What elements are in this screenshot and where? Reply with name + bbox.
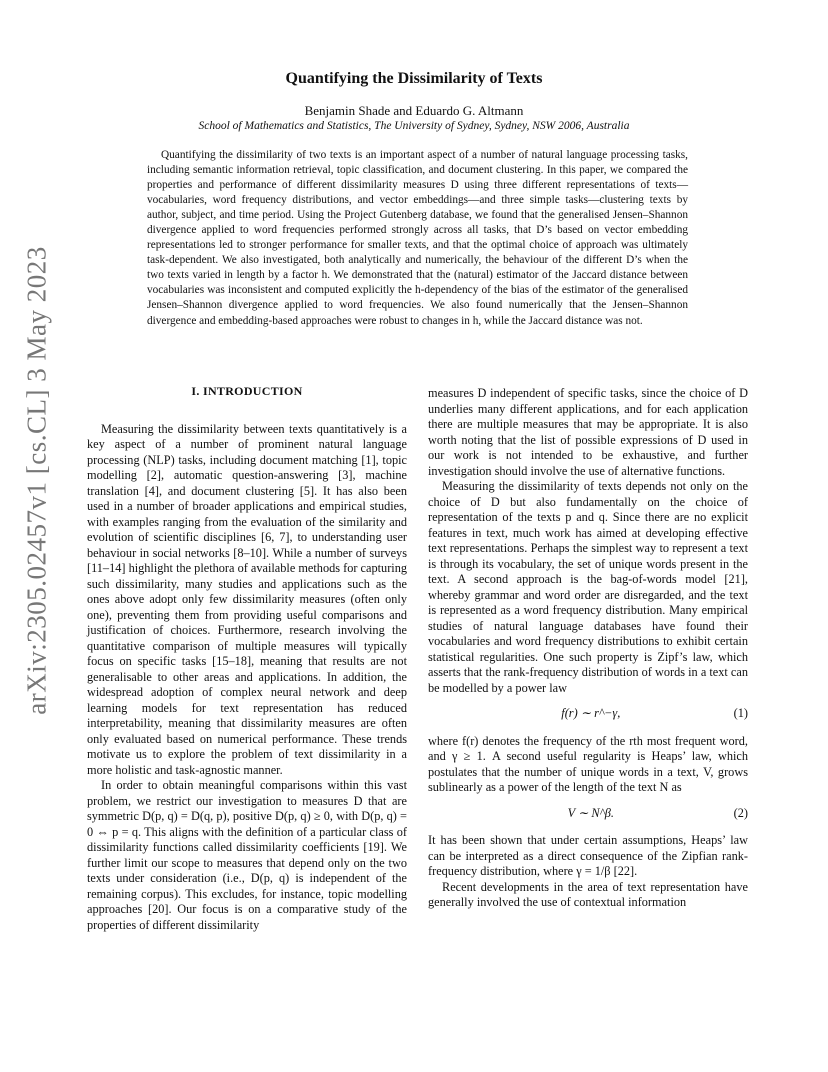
equation-1-expression: f(r) ∼ r^−γ, <box>561 706 621 720</box>
intro-paragraph-7: Recent developments in the area of text representation have generally involved the use of contextual information <box>428 879 748 909</box>
equation-2 <box>428 806 748 822</box>
paper-authors: Benjamin Shade and Eduardo G. Altmann <box>304 103 524 118</box>
left-column <box>87 384 407 933</box>
arxiv-id-text: arXiv:2305.02457v1 [cs.CL] 3 May 2023 <box>21 245 52 715</box>
equation-2-number: (2) <box>733 805 748 820</box>
intro-paragraph-2: In order to obtain meaningful comparisons within this vast problem, we restrict our investigation to measures D that are symmetric D(p, q) = D(q, p), positive D(p, q) ≥ 0, with D(p, q) = 0 ⇔ p = q. This aligns with the definition of a particular class of dissimilarity functions called dissimilarity coefficients [19]. We further limit our scope to measures that depend only on the two texts under consideration (i.e., D(p, q) is independent of the remaining corpus). This excludes, for instance, topic modelling approaches [20]. Our focus is on a comparative study of the properties of different dissimilarity <box>87 778 407 932</box>
author-affiliation: School of Mathematics and Statistics, The University of Sydney, Sydney, NSW 2006, Australia <box>198 120 630 132</box>
intro-paragraph-5: where f(r) denotes the frequency of the rth most frequent word, and γ ≥ 1. A second useful regularity is Heaps’ law, which postulates that the number of unique words in a text, V, grows sublinearly as a power of the length of the text N as <box>428 733 748 794</box>
equation-1 <box>428 706 748 722</box>
intro-paragraph-6: It has been shown that under certain assumptions, Heaps’ law can be interpreted as a direct consequence of the Zipfian rank-frequency distribution, where γ = 1/β [22]. <box>428 833 748 878</box>
equation-1-number: (1) <box>733 706 748 720</box>
paper-title: Quantifying the Dissimilarity of Texts <box>285 70 543 87</box>
equation-2-expression: V ∼ N^β. <box>567 805 614 820</box>
section-heading: I. INTRODUCTION <box>191 384 303 398</box>
right-column <box>428 386 748 911</box>
intro-paragraph-3: measures D independent of specific tasks, since the choice of D underlies many different applications, and for each application there are multiple measures that may be appropriate. It is also worth noting that the list of possible expressions of D used in our work is not intended to be exhaustive, and further investigation should involve the use of alternative functions. <box>428 386 748 478</box>
arxiv-identifier <box>2 245 72 715</box>
abstract: Quantifying the dissimilarity of two texts is an important aspect of a number of natural language processing tasks, including semantic information retrieval, topic classification, and document clustering. In this paper, we compared the properties and performance of different dissimilarity measures D using three different representations of texts—vocabularies, word frequency distributions, and vector embeddings—and three simple tasks—clustering texts by author, subject, and time period. Using the Project Gutenberg database, we found that the generalised Jensen–Shannon divergence applied to word frequencies performed strongly across all tasks, that D’s based on vector embedding representations led to stronger performance for smaller texts, and that the optimal choice of approach was ultimately task-dependent. We also investigated, both analytically and numerically, the behaviour of the different D’s when the two texts varied in length by a factor h. We demonstrated that the (natural) estimator of the Jaccard distance between vocabularies was inconsistent and computed explicitly the h-dependency of the bias of the estimator of the generalised Jensen–Shannon divergence applied to word frequencies. We also found numerically that the Jensen–Shannon divergence and embedding-based approaches were robust to changes in h, while the Jaccard distance was not. <box>147 149 688 327</box>
intro-paragraph-1: Measuring the dissimilarity between texts quantitatively is a key aspect of a number of prominent natural language processing (NLP) tasks, including document matching [1], topic modelling [2], automatic question-answering [3], machine translation [4], and document clustering [5]. It has also been used in a number of broader applications and empirical studies, with examples ranging from the evaluation of the similarity and evolution of scientific disciplines [6, 7], to understanding user behaviour in social networks [8–10]. While a number of surveys [11–14] highlight the plethora of available methods for capturing such dissimilarity, many studies and applications such as the ones above adopt only few dissimilarity measures (often only one), preventing them from providing useful comparisons and justification of choices. Furthermore, research involving the quantitative comparison of multiple measures will typically focus on specific tasks [15–18], meaning that results are not generalisable to other areas and applications. In addition, the widespread adoption of complex neural network and deep learning models for text representation has reduced interpretability, meaning that dissimilarity measures are often only evaluated based on numerical performance. These trends motivate us to explore the problem of text dissimilarity in a more holistic and task-agnostic manner. <box>87 421 407 777</box>
intro-paragraph-4: Measuring the dissimilarity of texts depends not only on the choice of D but also fundamentally on the choice of representation of the texts p and q. Since there are no explicit features in text, much work has aimed at developing effective text representations. Perhaps the simplest way to represent a text is through its vocabulary, the set of unique words present in the text. A second approach is the bag-of-words model [21], whereby grammar and word order are disregarded, and the text is represented as a word frequency distribution. Many empirical studies of natural language databases have found their vocabularies and word frequency distributions to exhibit certain statistical regularities. One such property is Zipf’s law, which asserts that the rank-frequency distribution of words in a text can be modelled by a power law <box>428 479 748 695</box>
